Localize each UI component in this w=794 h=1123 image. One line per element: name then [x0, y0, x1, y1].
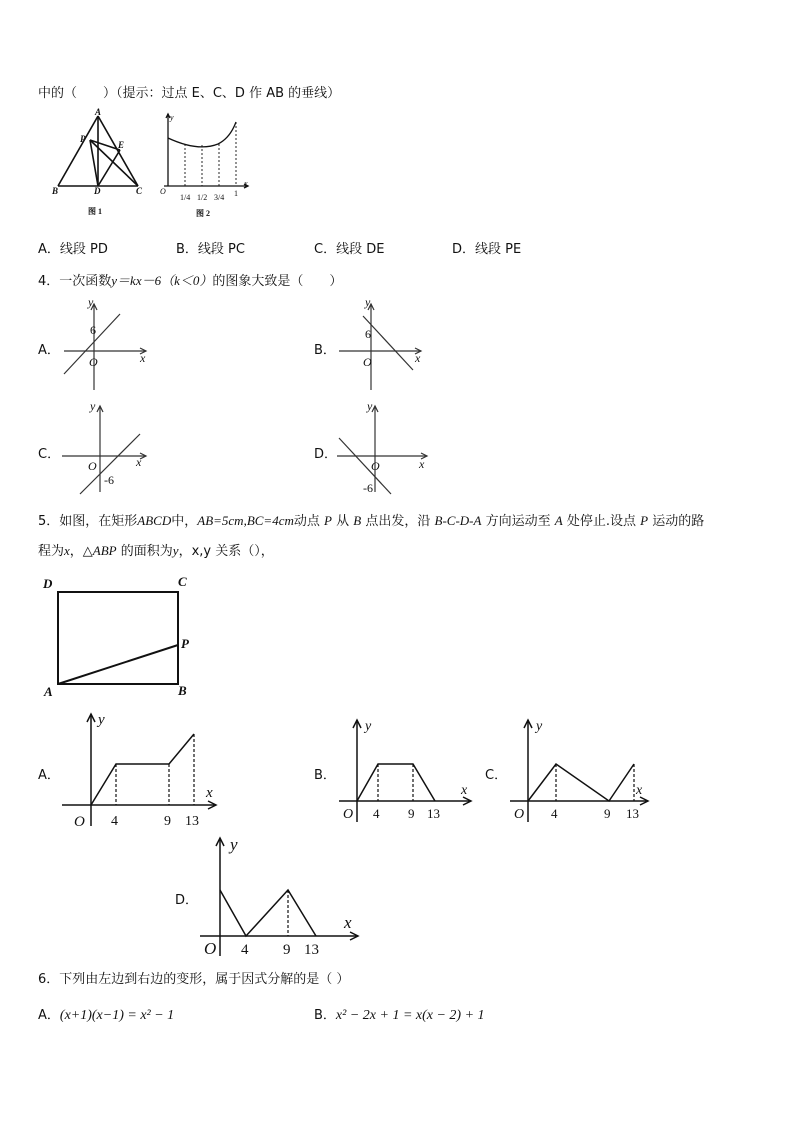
fig1-label-P: P	[80, 134, 86, 144]
q5a-y: y	[98, 712, 105, 728]
q5-option-a-label[interactable]: A．	[38, 768, 60, 783]
q6-option-b-expr: x² − 2x + 1 = x(x − 2) + 1	[335, 1008, 485, 1023]
q5-graph-a[interactable]	[60, 708, 220, 833]
q4-graph-b[interactable]	[335, 296, 430, 394]
q5-t1: 5．如图，在矩形	[38, 514, 138, 529]
q5-u6: y	[172, 543, 179, 558]
q4b-x: x	[415, 351, 421, 365]
q5-t2: ABCD	[137, 513, 172, 528]
fig2-tick-3: 3/4	[214, 193, 225, 202]
q4-stem	[38, 270, 342, 289]
q5a-tick-9: 9	[164, 814, 171, 829]
q5-t10: B-C-D-A	[434, 513, 482, 528]
fig2-caption: 图 2	[196, 209, 210, 218]
q5-t6: P	[324, 513, 332, 528]
rect-label-B: B	[178, 683, 187, 698]
q4d-o: O	[371, 459, 380, 473]
q4a-o: O	[89, 355, 98, 369]
q6-option-a[interactable]	[38, 1004, 174, 1024]
q5-t8: B	[353, 513, 362, 528]
q4-stem-func: y＝kx－6（k＜0）	[111, 273, 213, 288]
q5c-o: O	[514, 807, 525, 822]
q4c-o: O	[88, 459, 97, 473]
q5-t5: 动点	[293, 514, 320, 529]
q4d-y: y	[367, 399, 373, 413]
q5-t11: 方向运动至	[485, 514, 551, 529]
q5-stem-line2	[38, 540, 274, 559]
q4-option-b-label[interactable]: B．	[314, 343, 336, 358]
q4c-y: y	[90, 399, 96, 413]
q3-option-a[interactable]: A．线段 PD	[38, 242, 108, 257]
q5-graph-c[interactable]	[508, 716, 653, 828]
q5-u3: ，△	[69, 544, 93, 559]
q4-option-d-label[interactable]: D．	[314, 447, 338, 462]
q5c-y: y	[536, 719, 543, 734]
rect-label-P: P	[181, 636, 189, 651]
q4c-intercept: -6	[104, 473, 114, 487]
q5c-tick-9: 9	[604, 806, 611, 821]
q3-option-c[interactable]: C．线段 DE	[314, 242, 385, 257]
q5-t15: 运动的路	[652, 514, 705, 529]
q4b-intercept: 6	[365, 327, 371, 341]
fig1-caption: 图 1	[88, 207, 102, 216]
q3-intro: 中的（ ）（提示：过点 E、C、D 作 AB 的垂线）	[38, 86, 341, 101]
q4b-y: y	[365, 295, 371, 309]
q6-option-a-expr: (x+1)(x−1) = x² − 1	[59, 1008, 175, 1023]
q5-t13: 处停止.设点	[566, 514, 636, 529]
q5-u7: ，x,y 关系（），	[178, 544, 274, 559]
q3-option-b[interactable]: B．线段 PC	[176, 242, 245, 257]
fig2-y: y	[170, 113, 174, 122]
q5-option-d-label[interactable]: D．	[175, 893, 199, 908]
q5-t12: A	[554, 513, 563, 528]
q5d-tick-9: 9	[283, 942, 291, 958]
q5d-tick-4: 4	[241, 942, 249, 958]
q4-option-c-label[interactable]: C．	[38, 447, 61, 462]
q5d-x: x	[344, 913, 352, 932]
q5-graph-b[interactable]	[337, 716, 477, 828]
q5d-o: O	[204, 939, 217, 958]
fig1-label-B: B	[52, 186, 59, 196]
fig1-label-A: A	[95, 107, 102, 117]
q5b-o: O	[343, 807, 354, 822]
q3-figure2	[158, 112, 253, 220]
q4b-o: O	[363, 355, 372, 369]
q5a-tick-13: 13	[185, 814, 199, 829]
q5-t4: AB=5cm,BC=4cm	[197, 513, 294, 528]
q6-option-b[interactable]	[314, 1004, 485, 1024]
q5c-tick-4: 4	[551, 806, 558, 821]
q5d-tick-13: 13	[304, 942, 319, 958]
q5-graph-d[interactable]	[198, 832, 363, 960]
q5b-tick-9: 9	[408, 806, 415, 821]
q5d-y: y	[230, 835, 238, 854]
q4-stem-suffix: 的图象大致是（ ）	[212, 274, 343, 289]
q3-option-d[interactable]: D．线段 PE	[452, 242, 522, 257]
q5a-x: x	[206, 785, 213, 801]
q5-stem-line1	[38, 510, 704, 529]
q6-stem: 6．下列由左边到右边的变形，属于因式分解的是（ ）	[38, 972, 350, 987]
q5a-o: O	[74, 814, 85, 830]
q6-option-b-label: B．	[314, 1008, 336, 1023]
q5-t14: P	[640, 513, 649, 528]
q5-t9: 点出发，沿	[365, 514, 431, 529]
q5c-x: x	[636, 783, 643, 798]
q5b-x: x	[461, 783, 468, 798]
q5-u5: 的面积为	[120, 544, 173, 559]
q4-stem-prefix: 4．一次函数	[38, 274, 112, 289]
fig2-x: x	[244, 179, 248, 188]
q5-t7: 从	[336, 514, 350, 529]
q5-rectangle-figure	[38, 570, 208, 700]
q5b-y: y	[365, 719, 372, 734]
q5c-tick-13: 13	[626, 806, 639, 821]
rect-label-A: A	[44, 684, 53, 699]
q4-graph-a[interactable]	[60, 296, 155, 394]
rect-label-C: C	[178, 574, 187, 589]
q5-t3: 中，	[171, 514, 198, 529]
q5-option-c-label[interactable]: C．	[485, 768, 508, 783]
fig1-label-C: C	[136, 186, 143, 196]
fig2-tick-2: 1/2	[197, 193, 208, 202]
q3-figure1	[38, 107, 148, 220]
q5a-tick-4: 4	[111, 814, 118, 829]
q5b-tick-4: 4	[373, 806, 380, 821]
q5-u4: ABP	[92, 543, 117, 558]
q4d-intercept: -6	[363, 481, 373, 495]
q4a-y: y	[88, 295, 94, 309]
q4a-intercept: 6	[90, 323, 96, 337]
q6-option-a-label: A．	[38, 1008, 60, 1023]
q4a-x: x	[140, 351, 146, 365]
fig2-o: O	[160, 187, 166, 196]
q4-option-a-label[interactable]: A．	[38, 343, 60, 358]
q4c-x: x	[136, 455, 142, 469]
fig2-tick-4: 1	[234, 189, 238, 198]
q5-option-b-label[interactable]: B．	[314, 768, 336, 783]
fig2-tick-1: 1/4	[180, 193, 191, 202]
q5b-tick-13: 13	[427, 806, 440, 821]
q4d-x: x	[419, 457, 425, 471]
q5-u2: x	[64, 543, 70, 558]
fig1-label-E: E	[118, 140, 125, 150]
fig1-label-D: D	[94, 186, 101, 196]
q4-graph-d[interactable]	[335, 398, 430, 496]
rect-label-D: D	[43, 576, 53, 591]
q4-graph-c[interactable]	[60, 398, 155, 496]
q5-u1: 程为	[38, 544, 65, 559]
